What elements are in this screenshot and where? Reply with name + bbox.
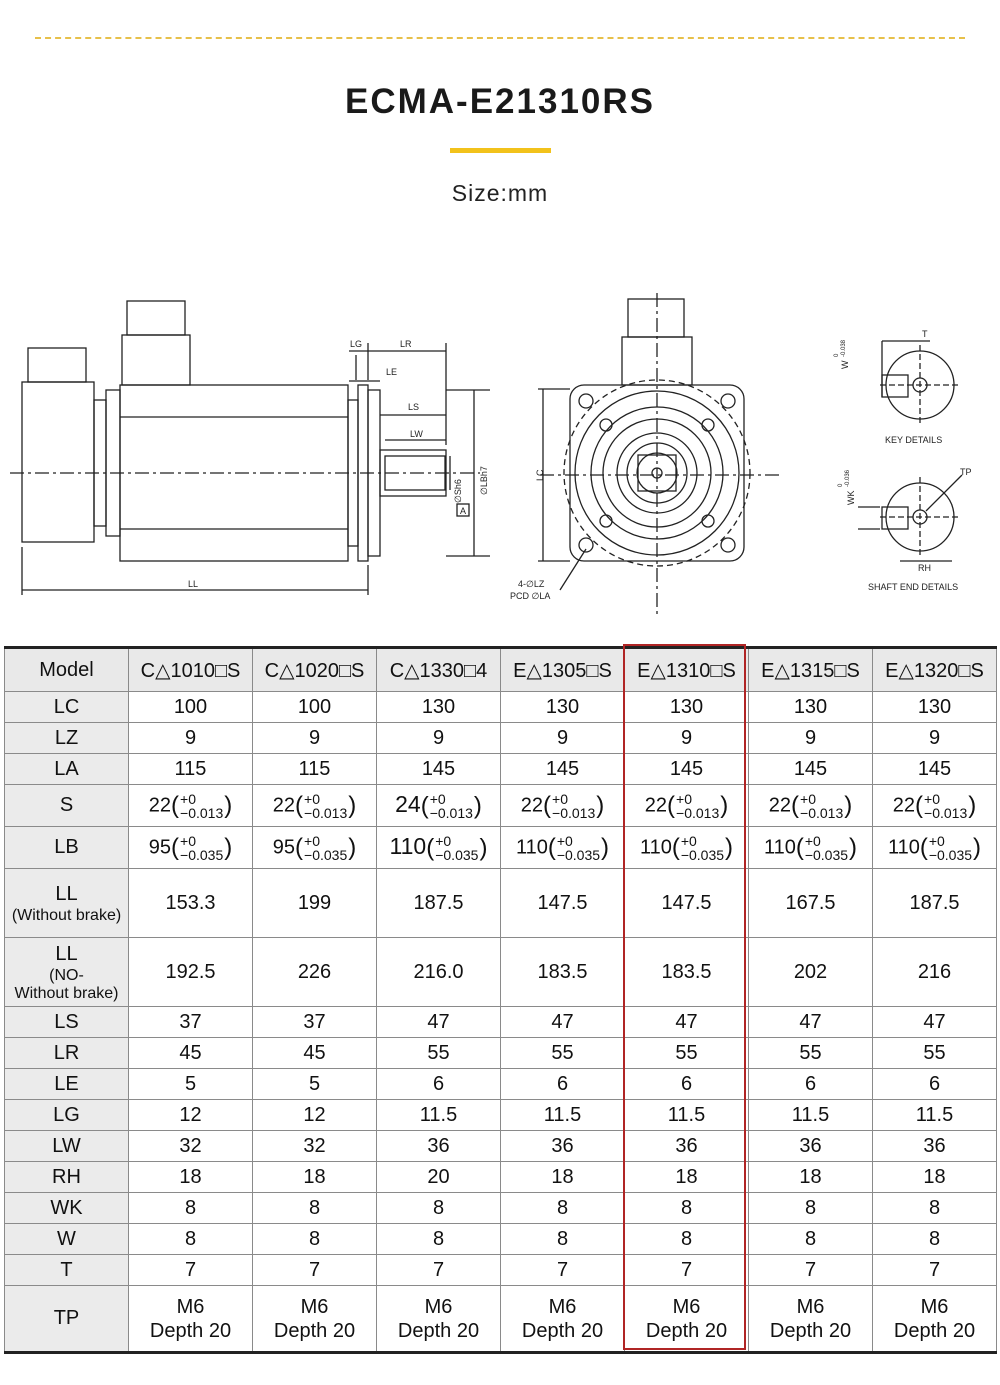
table-cell: 6 — [625, 1069, 749, 1100]
table-cell: 22( +0 −0.013 ) — [625, 785, 749, 827]
table-cell: 9 — [501, 723, 625, 754]
table-cell: 32 — [253, 1131, 377, 1162]
table-cell: 8 — [625, 1193, 749, 1224]
table-cell: 55 — [377, 1038, 501, 1069]
table-cell: 145 — [625, 754, 749, 785]
table-cell: 20 — [377, 1162, 501, 1193]
table-header-row — [5, 648, 997, 692]
table-cell: 22( +0 −0.013 ) — [873, 785, 997, 827]
front-view — [538, 293, 780, 615]
table-cell: M6 Depth 20 — [377, 1286, 501, 1353]
table-cell: 18 — [749, 1162, 873, 1193]
table-cell: M6 Depth 20 — [129, 1286, 253, 1353]
table-cell: 8 — [625, 1224, 749, 1255]
row-label-lb: LB — [5, 827, 129, 869]
ls-label: LS — [408, 402, 420, 412]
shaft-wk-label: WK — [846, 490, 856, 505]
table-cell: 130 — [377, 692, 501, 723]
table-row — [5, 754, 997, 785]
model-col-6: E△1315□S — [749, 648, 873, 692]
datum-label: A — [460, 506, 467, 516]
table-row — [5, 723, 997, 754]
table-cell: M6 Depth 20 — [253, 1286, 377, 1353]
table-cell: 47 — [873, 1007, 997, 1038]
row-label-ll-with-brake: LL (NO- Without brake) — [5, 938, 129, 1007]
shaft-tp-label: TP — [960, 467, 972, 477]
table-cell: 199 — [253, 869, 377, 938]
dimension-spec-table — [4, 646, 997, 1354]
table-cell: 8 — [501, 1193, 625, 1224]
table-row — [5, 938, 997, 1007]
table-cell: 100 — [253, 692, 377, 723]
table-cell: 187.5 — [377, 869, 501, 938]
model-col-2: C△1020□S — [253, 648, 377, 692]
table-cell: 9 — [749, 723, 873, 754]
table-cell: 36 — [501, 1131, 625, 1162]
table-cell: 110( +0 −0.035 ) — [749, 827, 873, 869]
shaft-rh-label: RH — [918, 563, 931, 573]
lr-label: LR — [400, 339, 412, 349]
key-w-label: W — [840, 360, 850, 369]
table-cell: 145 — [501, 754, 625, 785]
table-cell: 8 — [377, 1224, 501, 1255]
table-cell: 110( +0 −0.035 ) — [377, 827, 501, 869]
table-cell: 6 — [749, 1069, 873, 1100]
table-cell: 37 — [129, 1007, 253, 1038]
row-label-lc: LC — [5, 692, 129, 723]
table-cell: 36 — [873, 1131, 997, 1162]
table-cell: 100 — [129, 692, 253, 723]
key-w-tol-upper: 0 — [834, 353, 840, 357]
row-label-tp: TP — [5, 1286, 129, 1353]
table-cell: 18 — [501, 1162, 625, 1193]
table-row — [5, 1131, 997, 1162]
side-view-labels — [188, 339, 489, 589]
table-cell: 12 — [129, 1100, 253, 1131]
key-details-labels — [834, 329, 942, 445]
table-cell: 47 — [749, 1007, 873, 1038]
row-label-ll-without-brake: LL (Without brake) — [5, 869, 129, 938]
table-cell: 7 — [129, 1255, 253, 1286]
table-cell: 192.5 — [129, 938, 253, 1007]
shaft-wk-tol-upper: 0 — [838, 483, 844, 487]
shaft-end-details — [858, 475, 962, 561]
table-cell: 6 — [501, 1069, 625, 1100]
table-row — [5, 869, 997, 938]
table-cell: 8 — [377, 1193, 501, 1224]
table-cell: 7 — [625, 1255, 749, 1286]
table-cell: 9 — [625, 723, 749, 754]
table-cell: 11.5 — [625, 1100, 749, 1131]
table-cell: 110( +0 −0.035 ) — [625, 827, 749, 869]
table-cell: 5 — [129, 1069, 253, 1100]
table-cell: 115 — [253, 754, 377, 785]
row-label-t: T — [5, 1255, 129, 1286]
row-label-s: S — [5, 785, 129, 827]
table-cell: 130 — [501, 692, 625, 723]
table-cell: 11.5 — [873, 1100, 997, 1131]
table-cell: 18 — [625, 1162, 749, 1193]
table-cell: 9 — [873, 723, 997, 754]
table-cell: 6 — [377, 1069, 501, 1100]
table-cell: 18 — [129, 1162, 253, 1193]
table-cell: 226 — [253, 938, 377, 1007]
shaft-wk-tol-lower: -0.036 — [845, 469, 851, 487]
shaft-end-details-caption: SHAFT END DETAILS — [868, 582, 959, 592]
table-cell: 147.5 — [625, 869, 749, 938]
table-cell: 45 — [253, 1038, 377, 1069]
table-cell: 11.5 — [377, 1100, 501, 1131]
row-label-lw: LW — [5, 1131, 129, 1162]
key-details-caption: KEY DETAILS — [885, 435, 943, 445]
ll-label: LL — [188, 579, 199, 589]
row-label-le: LE — [5, 1069, 129, 1100]
model-col-1: C△1010□S — [129, 648, 253, 692]
table-cell: 110( +0 −0.035 ) — [501, 827, 625, 869]
front-view-labels — [510, 469, 550, 601]
table-cell: 12 — [253, 1100, 377, 1131]
table-cell: 5 — [253, 1069, 377, 1100]
table-row — [5, 1069, 997, 1100]
key-w-tol-lower: -0.038 — [841, 339, 847, 357]
row-label-wk: WK — [5, 1193, 129, 1224]
table-cell: 183.5 — [625, 938, 749, 1007]
table-cell: 36 — [377, 1131, 501, 1162]
sh6-label: ∅Sh6 — [453, 479, 463, 503]
table-cell: 8 — [253, 1224, 377, 1255]
table-cell: 11.5 — [501, 1100, 625, 1131]
table-cell: 9 — [129, 723, 253, 754]
table-row — [5, 785, 997, 827]
table-cell: 187.5 — [873, 869, 997, 938]
table-cell: 8 — [129, 1193, 253, 1224]
table-cell: 8 — [873, 1224, 997, 1255]
model-col-5: E△1310□S — [625, 648, 749, 692]
page-title: ECMA-E21310RS — [345, 82, 655, 121]
model-col-3: C△1330□4 — [377, 648, 501, 692]
table-cell: 7 — [501, 1255, 625, 1286]
table-row — [5, 1162, 997, 1193]
motor-dimension-drawing — [0, 285, 1000, 615]
table-cell: 7 — [253, 1255, 377, 1286]
table-cell: 7 — [873, 1255, 997, 1286]
table-cell: M6 Depth 20 — [749, 1286, 873, 1353]
row-label-lz: LZ — [5, 723, 129, 754]
row-label-ls: LS — [5, 1007, 129, 1038]
table-cell: 45 — [129, 1038, 253, 1069]
table-cell: 11.5 — [749, 1100, 873, 1131]
table-cell: 145 — [749, 754, 873, 785]
row-label-lg: LG — [5, 1100, 129, 1131]
model-header: Model — [5, 648, 129, 692]
row-label-rh: RH — [5, 1162, 129, 1193]
table-cell: 7 — [749, 1255, 873, 1286]
table-cell: 37 — [253, 1007, 377, 1038]
table-cell: 8 — [749, 1224, 873, 1255]
row-label-w: W — [5, 1224, 129, 1255]
table-cell: 167.5 — [749, 869, 873, 938]
table-cell: 6 — [873, 1069, 997, 1100]
table-cell: 95( +0 −0.035 ) — [253, 827, 377, 869]
table-cell: 7 — [377, 1255, 501, 1286]
table-cell: 22( +0 −0.013 ) — [749, 785, 873, 827]
table-row — [5, 1224, 997, 1255]
table-row — [5, 1007, 997, 1038]
table-cell: 55 — [625, 1038, 749, 1069]
table-cell: 36 — [625, 1131, 749, 1162]
lg-label: LG — [350, 339, 363, 349]
table-cell: 18 — [253, 1162, 377, 1193]
table-cell: M6 Depth 20 — [873, 1286, 997, 1353]
table-cell: 8 — [873, 1193, 997, 1224]
table-cell: 216.0 — [377, 938, 501, 1007]
table-cell: 18 — [873, 1162, 997, 1193]
le-label: LE — [386, 367, 398, 377]
table-cell: 130 — [625, 692, 749, 723]
table-cell: 47 — [501, 1007, 625, 1038]
table-cell: 9 — [377, 723, 501, 754]
table-cell: 95( +0 −0.035 ) — [129, 827, 253, 869]
key-details — [880, 341, 960, 425]
table-cell: 8 — [129, 1224, 253, 1255]
table-cell: 183.5 — [501, 938, 625, 1007]
table-cell: 8 — [501, 1224, 625, 1255]
table-row — [5, 1286, 997, 1353]
side-view — [10, 301, 490, 595]
lw-label: LW — [410, 429, 423, 439]
table-cell: 36 — [749, 1131, 873, 1162]
table-cell: 130 — [873, 692, 997, 723]
table-cell: 147.5 — [501, 869, 625, 938]
table-cell: 32 — [129, 1131, 253, 1162]
table-row — [5, 692, 997, 723]
model-col-7: E△1320□S — [873, 648, 997, 692]
table-cell: 22( +0 −0.013 ) — [129, 785, 253, 827]
row-label-lr: LR — [5, 1038, 129, 1069]
table-cell: 47 — [625, 1007, 749, 1038]
table-row — [5, 1255, 997, 1286]
pcd-label: PCD ∅LA — [510, 591, 551, 601]
lc-label: LC — [535, 469, 545, 481]
lz-label: 4-∅LZ — [518, 579, 545, 589]
table-cell: 153.3 — [129, 869, 253, 938]
table-row — [5, 827, 997, 869]
table-cell: M6 Depth 20 — [501, 1286, 625, 1353]
lbh7-label: ∅LBh7 — [479, 466, 489, 495]
table-cell: 47 — [377, 1007, 501, 1038]
size-unit-label: Size:mm — [451, 180, 549, 206]
key-t-label: T — [922, 329, 928, 339]
table-cell: 9 — [253, 723, 377, 754]
table-cell: 22( +0 −0.013 ) — [253, 785, 377, 827]
table-cell: 8 — [749, 1193, 873, 1224]
table-cell: 115 — [129, 754, 253, 785]
title-underline — [450, 148, 551, 153]
table-row — [5, 1193, 997, 1224]
table-cell: 55 — [873, 1038, 997, 1069]
table-cell: 145 — [873, 754, 997, 785]
table-cell: M6 Depth 20 — [625, 1286, 749, 1353]
top-dashed-divider — [35, 37, 965, 39]
model-col-4: E△1305□S — [501, 648, 625, 692]
table-cell: 145 — [377, 754, 501, 785]
table-cell: 55 — [501, 1038, 625, 1069]
table-cell: 130 — [749, 692, 873, 723]
table-cell: 8 — [253, 1193, 377, 1224]
table-cell: 202 — [749, 938, 873, 1007]
table-cell: 22( +0 −0.013 ) — [501, 785, 625, 827]
table-cell: 110( +0 −0.035 ) — [873, 827, 997, 869]
row-label-la: LA — [5, 754, 129, 785]
table-row — [5, 1100, 997, 1131]
table-cell: 24( +0 −0.013 ) — [377, 785, 501, 827]
table-row — [5, 1038, 997, 1069]
table-cell: 216 — [873, 938, 997, 1007]
table-cell: 55 — [749, 1038, 873, 1069]
